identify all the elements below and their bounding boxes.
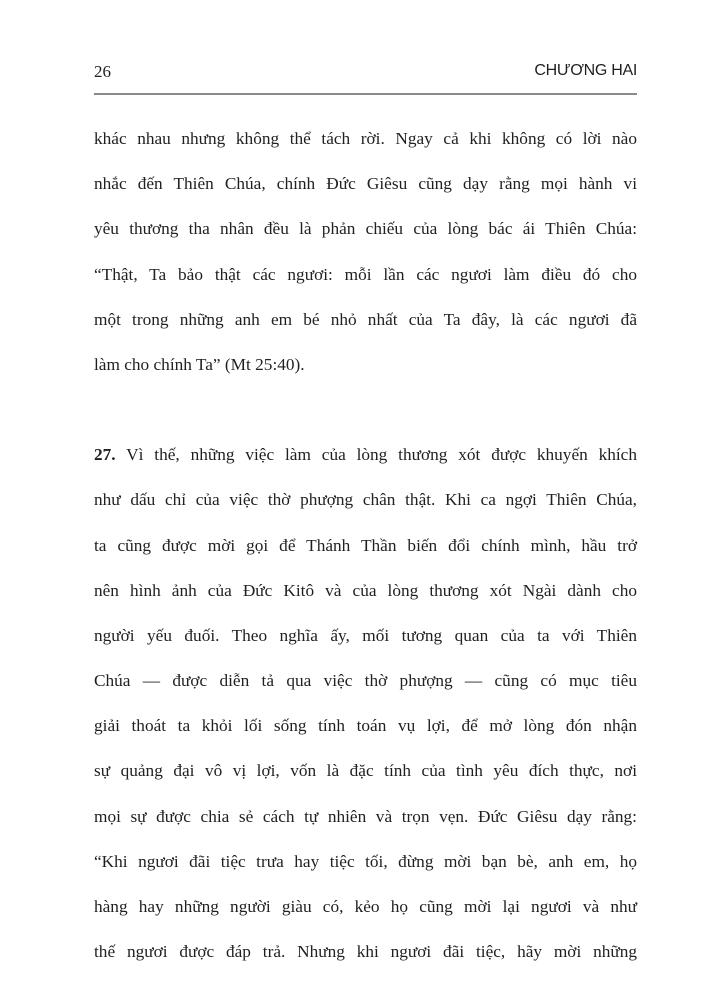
paragraph-1 — [94, 116, 637, 387]
text-line: yêu thương tha nhân đều là phản chiếu của lòng bác ái Thiên Chúa: — [94, 219, 637, 239]
text-line: nên hình ảnh của Đức Kitô và của lòng thương xót Ngài dành cho — [94, 580, 637, 600]
text-line: người yếu đuối. Theo nghĩa ấy, mối tương quan của ta với Thiên — [94, 625, 637, 645]
paragraph-27 — [94, 432, 637, 974]
text-line: ta cũng được mời gọi để Thánh Thần biến đổi chính mình, hầu trở — [94, 535, 637, 555]
text-line-first — [94, 432, 637, 477]
page-number: 26 — [94, 62, 111, 81]
paragraph-gap — [94, 387, 637, 432]
text-line: “Thật, Ta bảo thật các ngươi: mỗi lần các ngươi làm điều đó cho — [94, 264, 637, 284]
paragraph-number: 27. — [94, 445, 116, 465]
text-line: Chúa — được diễn tả qua việc thờ phượng — cũng có mục tiêu — [94, 671, 637, 691]
text-line: “Khi ngươi đãi tiệc trưa hay tiệc tối, đừng mời bạn bè, anh em, họ — [94, 851, 637, 871]
text-line: hàng hay những người giàu có, kẻo họ cũng mời lại ngươi và như — [94, 897, 637, 916]
text-line: nhắc đến Thiên Chúa, chính Đức Giêsu cũng dạy rằng mọi hành vi — [94, 174, 637, 194]
page-header — [94, 62, 637, 86]
text-line: một trong những anh em bé nhỏ nhất của Ta đây, là các ngươi đã — [94, 309, 637, 329]
text-line: làm cho chính Ta” (Mt 25:40). — [94, 354, 305, 374]
text-line: thế ngươi được đáp trả. Nhưng khi ngươi đãi tiệc, hãy mời những — [94, 942, 637, 962]
text-line: mọi sự được chia sẻ cách tự nhiên và trọn vẹn. Đức Giêsu dạy rằng: — [94, 806, 637, 826]
body-text — [94, 116, 637, 974]
text-line: như dấu chỉ của việc thờ phượng chân thật. Khi ca ngợi Thiên Chúa, — [94, 490, 637, 510]
text-line: giải thoát ta khỏi lối sống tính toán vụ lợi, để mở lòng đón nhận — [94, 716, 637, 736]
text-line: sự quảng đại vô vị lợi, vốn là đặc tính của tình yêu đích thực, nơi — [94, 761, 637, 781]
text-line-content: Vì thế, những việc làm của lòng thương xót được khuyến khích — [115, 445, 637, 465]
header-rule — [94, 93, 637, 95]
text-line: khác nhau nhưng không thể tách rời. Ngay cả khi không có lời nào — [94, 129, 637, 148]
chapter-running-head: CHƯƠNG HAI — [534, 62, 637, 79]
